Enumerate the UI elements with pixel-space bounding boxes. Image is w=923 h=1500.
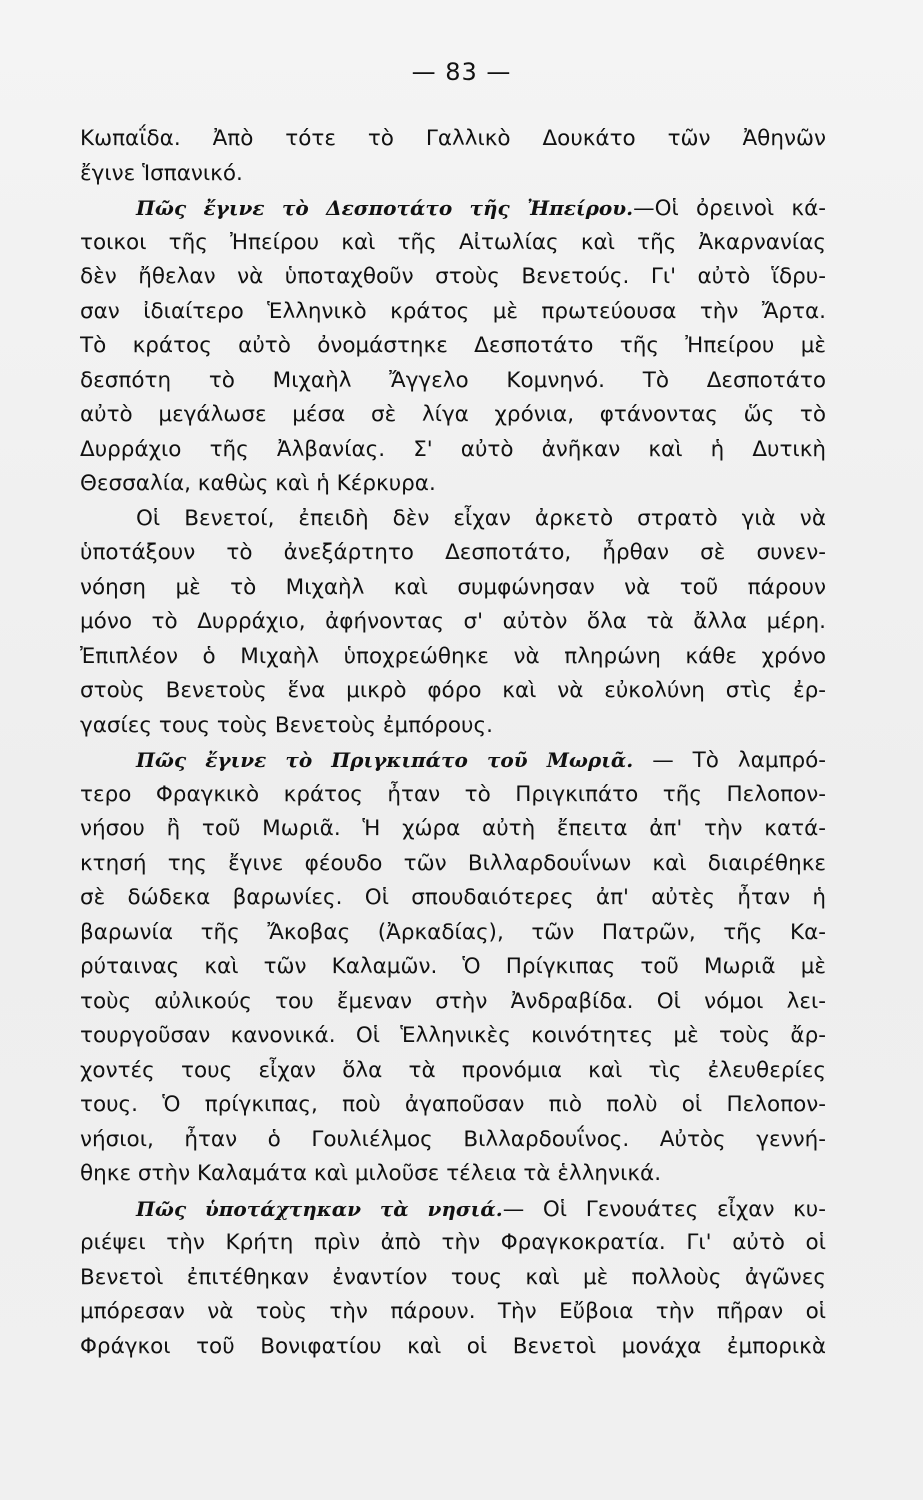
- body-text: [80, 122, 826, 1364]
- section-heading: Πῶς ἔγινε τὸ Πριγκιπάτο τοῦ Μωριᾶ.: [136, 748, 634, 772]
- text-line: σὲ δώδεκα βαρωνίες. Οἱ σπουδαιότερες ἀπ' αὐτὲς ἦταν ἡ: [80, 885, 826, 910]
- text-line: Κωπαΐδα. Ἀπὸ τότε τὸ Γαλλικὸ Δουκάτο τῶν Ἀθηνῶν: [80, 126, 826, 151]
- text-line: ἔγινε Ἱσπανικό.: [80, 160, 243, 186]
- text-line: δὲν ἤθελαν νὰ ὑποταχθοῦν στοὺς Βενετούς. Γι' αὐτὸ ἵδρυ-: [80, 264, 826, 289]
- text-line: κτησή της ἔγινε φέουδο τῶν Βιλλαρδουΐνων καὶ διαιρέθηκε: [80, 850, 826, 876]
- text-line: δεσπότη τὸ Μιχαὴλ Ἄγγελο Κομνηνό. Τὸ Δεσποτάτο: [80, 367, 826, 393]
- text-line: μόνο τὸ Δυρράχιο, ἀφήνοντας σ' αὐτὸν ὅλα τὰ ἄλλα μέρη.: [80, 609, 826, 634]
- text-line: θηκε στὴν Καλαμάτα καὶ μιλοῦσε τέλεια τὰ ἑλληνικά.: [80, 1161, 662, 1186]
- text-line: νόηση μὲ τὸ Μιχαὴλ καὶ συμφώνησαν νὰ τοῦ πάρουν: [80, 574, 826, 600]
- text-line: τους. Ὁ πρίγκιπας, ποὺ ἀγαποῦσαν πιὸ πολὺ οἱ Πελοπον-: [80, 1092, 826, 1117]
- section-heading-line: Πῶς ἔγινε τὸ Δεσποτάτο τῆς Ἠπείρου.—Οἱ ὀρεινοὶ κά-: [136, 196, 826, 221]
- text-line: γασίες τους τοὺς Βενετοὺς ἐμπόρους.: [80, 712, 493, 738]
- text-line: Βενετοὶ ἐπιτέθηκαν ἐναντίον τους καὶ μὲ πολλοὺς ἀγῶνες: [80, 1264, 826, 1290]
- text-line: ριέψει τὴν Κρήτη πρὶν ἀπὸ τὴν Φραγκοκρατία. Γι' αὐτὸ οἱ: [80, 1230, 826, 1255]
- text-line: ὑποτάξουν τὸ ἀνεξάρτητο Δεσποτάτο, ἦρθαν σὲ συνεν-: [80, 540, 826, 565]
- text-line: σαν ἰδιαίτερο Ἑλληνικὸ κράτος μὲ πρωτεύουσα τὴν Ἄρτα.: [80, 298, 826, 324]
- text-line: Τὸ κράτος αὐτὸ ὀνομάστηκε Δεσποτάτο τῆς Ἠπείρου μὲ: [80, 333, 826, 358]
- text-line: μπόρεσαν νὰ τοὺς τὴν πάρουν. Τὴν Εὔβοια τὴν πῆραν οἱ: [80, 1299, 826, 1324]
- text-line: νήσου ἢ τοῦ Μωριᾶ. Ἡ χώρα αὐτὴ ἔπειτα ἀπ' τὴν κατά-: [80, 816, 826, 841]
- text-line: τουργοῦσαν κανονικά. Οἱ Ἑλληνικὲς κοινότητες μὲ τοὺς ἄρ-: [80, 1023, 826, 1048]
- text-line: Θεσσαλία, καθὼς καὶ ἡ Κέρκυρα.: [80, 471, 436, 496]
- text-line: τοικοι τῆς Ἠπείρου καὶ τῆς Αἰτωλίας καὶ τῆς Ἀκαρνανίας: [80, 229, 826, 255]
- section-heading: Πῶς ὑποτάχτηκαν τὰ νησιά.: [136, 1196, 503, 1221]
- text-line: Οἱ Βενετοί, ἐπειδὴ δὲν εἶχαν ἀρκετὸ στρατὸ γιὰ νὰ: [136, 505, 826, 531]
- page-number: — 83 —: [411, 58, 512, 86]
- section-heading-line: Πῶς ἔγινε τὸ Πριγκιπάτο τοῦ Μωριᾶ. — Τὸ λαμπρό-: [136, 748, 826, 773]
- text-line: νήσιοι, ἦταν ὁ Γουλιέλμος Βιλλαρδουΐνος. Αὐτὸς γεννή-: [80, 1126, 826, 1152]
- text-line: Φράγκοι τοῦ Βονιφατίου καὶ οἱ Βενετοὶ μονάχα ἐμπορικὰ: [80, 1333, 826, 1359]
- section-heading-line: Πῶς ὑποτάχτηκαν τὰ νησιά.— Οἱ Γενουάτες εἶχαν κυ-: [136, 1196, 826, 1222]
- text-line: Δυρράχιο τῆς Ἀλβανίας. Σ' αὐτὸ ἀνῆκαν καὶ ἡ Δυτικὴ: [80, 436, 826, 462]
- text-line: τοὺς αὐλικούς του ἔμεναν στὴν Ἀνδραβίδα. Οἱ νόμοι λει-: [80, 988, 826, 1014]
- text-line: αὐτὸ μεγάλωσε μέσα σὲ λίγα χρόνια, φτάνοντας ὥς τὸ: [80, 402, 826, 427]
- text-line: ρύταινας καὶ τῶν Καλαμῶν. Ὁ Πρίγκιπας τοῦ Μωριᾶ μὲ: [80, 954, 826, 979]
- text-line: τερο Φραγκικὸ κράτος ἦταν τὸ Πριγκιπάτο τῆς Πελοπον-: [80, 781, 826, 807]
- text-line: χοντές τους εἶχαν ὅλα τὰ προνόμια καὶ τὶς ἐλευθερίες: [80, 1057, 826, 1083]
- text-line: Ἐπιπλέον ὁ Μιχαὴλ ὑποχρεώθηκε νὰ πληρώνη κάθε χρόνο: [80, 643, 826, 669]
- section-heading: Πῶς ἔγινε τὸ Δεσποτάτο τῆς Ἠπείρου.: [136, 196, 634, 220]
- text-line: βαρωνία τῆς Ἄκοβας (Ἀρκαδίας), τῶν Πατρῶν, τῆς Κα-: [80, 919, 826, 945]
- text-line: στοὺς Βενετοὺς ἕνα μικρὸ φόρο καὶ νὰ εὐκολύνη στὶς ἐρ-: [80, 678, 826, 703]
